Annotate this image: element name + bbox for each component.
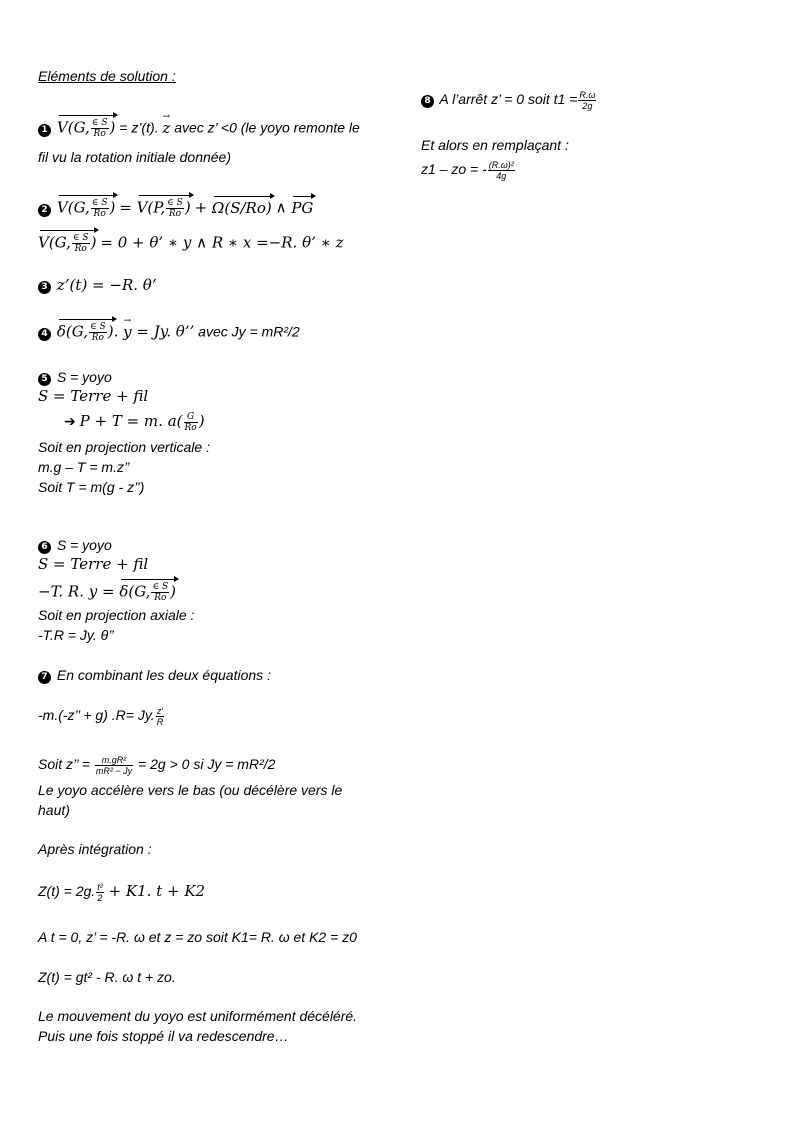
item-7-l9: Le mouvement du yoyo est uniformément décéléré. <box>38 1008 358 1024</box>
item-2-line1: 2 V(G, $\frac{\in S}{Ro}$ ) = V(P, $\frac{\in S}{Ro}$ ) + Ω(S/Ro) ∧ PG <box>38 198 313 219</box>
item-5-l5: m.g – T = m.z’’ <box>38 459 130 475</box>
item-7-l3: Le yoyo accélère vers le bas (ou décélère vers le <box>38 782 343 798</box>
item-5-eq: P + T = m. a( <box>79 412 183 431</box>
item-4-line: 4 δ(G, $\frac{\in S}{Ro}$ ). y → = Jy. θ’’ avec Jy = mR²/2 <box>38 322 300 343</box>
item-8-marker: 8 <box>421 95 434 108</box>
item-7-head: 7 En combinant les deux équations : <box>38 666 271 684</box>
item-7-l7: A t = 0, z’ = -R. ω et z = zo soit K1= R. ω et K2 = z0 <box>38 929 357 945</box>
item-8-l1: 8 A l’arrêt z’ = 0 soit t1 = $\frac{R.\omega}{2g}$ <box>421 90 597 111</box>
item-1-velocity: V(G, $\frac{\in S}{Ro}$ ) <box>56 118 116 139</box>
item-6-marker: 6 <box>38 541 51 554</box>
item-6-l5: -T.R = Jy. θ’’ <box>38 627 114 643</box>
item-2-marker: 2 <box>38 204 51 217</box>
item-1-z-vector: z → <box>162 119 170 137</box>
item-7-eq1: -m.(-z’’ + g) .R= Jy. $\frac{z'}{R}$ <box>38 706 164 727</box>
item-7-marker: 7 <box>38 671 51 684</box>
item-7-l5: Après intégration : <box>38 841 152 857</box>
item-4-delta: δ(G, $\frac{\in S}{Ro}$ ) <box>56 322 114 343</box>
item-7-l8: Z(t) = gt² - R. ω t + zo. <box>38 969 176 985</box>
item-3-eq: z’(t) = −R. θ’ <box>56 276 157 294</box>
item-1-line2: fil vu la rotation initiale donnée) <box>38 149 232 165</box>
item-6-l4: Soit en projection axiale : <box>38 607 195 623</box>
item-3-marker: 3 <box>38 281 51 294</box>
item-5-l6: Soit T = m(g - z’’) <box>38 479 145 495</box>
item-7-l4: haut) <box>38 802 70 818</box>
item-5-newton: ➔ P + T = m. a( $\frac{G}{Ro}$ ) <box>64 412 205 433</box>
item-2-velocity-p: V(P, $\frac{\in S}{Ro}$ ) <box>136 198 191 219</box>
item-5-head: 5 S = yoyo <box>38 368 112 386</box>
item-6-head: 6 S = yoyo <box>38 536 112 554</box>
item-8-l2: Et alors en remplaçant : <box>421 137 569 153</box>
item-7-eq2: Soit z’’ = $\frac{\text{m.gR²}}{\text{mR² − Jy}}$ = 2g > 0 si Jy = mR²/2 <box>38 755 276 776</box>
item-7-l10: Puis une fois stoppé il va redescendre… <box>38 1028 289 1044</box>
item-6-sbar: S = Terre + fil <box>38 555 149 573</box>
item-4-marker: 4 <box>38 328 51 341</box>
item-4-text: avec Jy = mR²/2 <box>194 323 300 340</box>
item-8-l3: z1 – zo = - $\frac{\text{(R.ω)²}}{4g}$ <box>421 160 514 181</box>
item-2-expansion: = 0 + θ’ ∗ y ∧ R ∗ x =−R. θ’ ∗ z <box>100 233 344 252</box>
item-1-text-tail: avec z’ <0 (le yoyo remonte le <box>170 119 360 136</box>
item-6-eq: −T. R. y = δ(G, $\frac{\in S}{Ro}$ ) <box>38 582 176 603</box>
item-2-velocity-g2: V(G, $\frac{\in S}{Ro}$ ) <box>38 233 97 254</box>
item-2-velocity-g: V(G, $\frac{\in S}{Ro}$ ) <box>56 198 116 219</box>
item-7-l6: Z(t) = 2g. $\frac{\text{t²}}{2}$ + K1. t + K2 <box>38 882 206 903</box>
solution-title: Eléments de solution : <box>38 68 176 84</box>
item-5-marker: 5 <box>38 373 51 386</box>
item-5-l4: Soit en projection verticale : <box>38 439 210 455</box>
item-5-sbar: S = Terre + fil <box>38 387 149 405</box>
item-3-line <box>38 276 157 294</box>
item-2-line2 <box>38 233 344 254</box>
item-1-line1 <box>38 118 360 139</box>
item-4-eq: = Jy. θ’’ <box>131 322 195 341</box>
item-1-text: = z’(t). <box>119 119 159 136</box>
item-1-marker: 1 <box>38 124 51 137</box>
item-2-omega: Ω(S/Ro) <box>211 198 272 217</box>
item-2-pg: PG <box>291 198 314 217</box>
